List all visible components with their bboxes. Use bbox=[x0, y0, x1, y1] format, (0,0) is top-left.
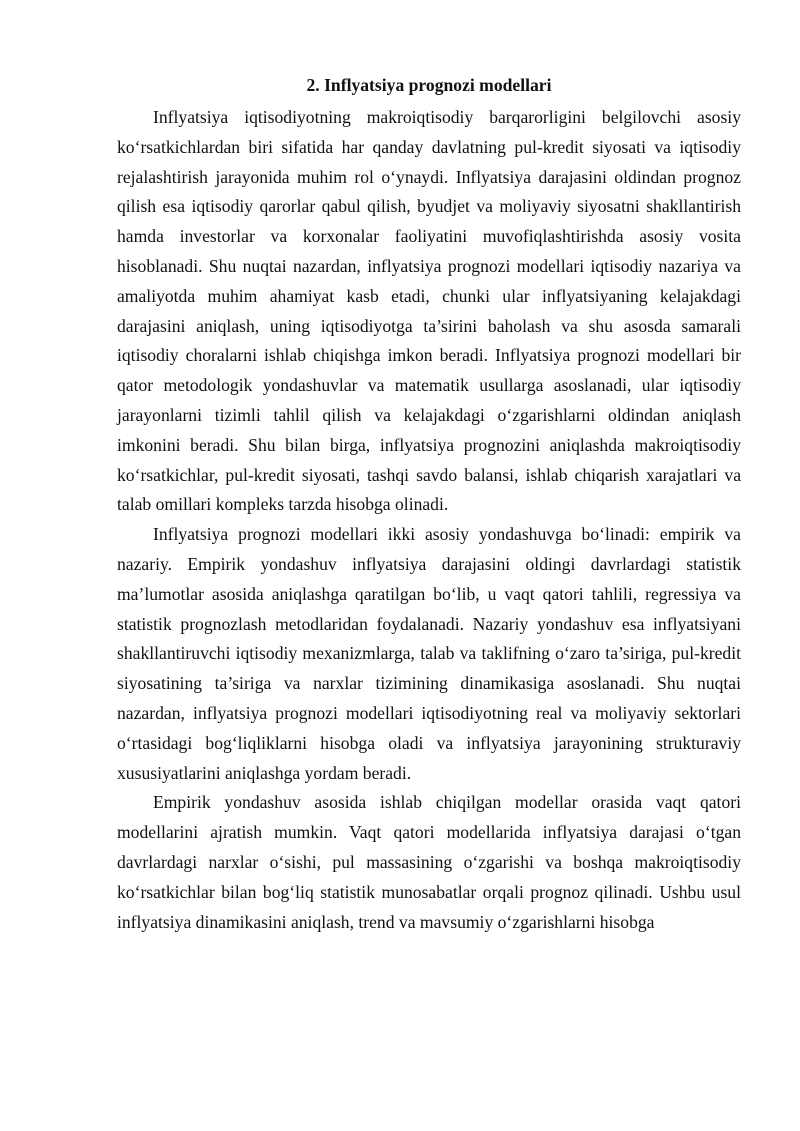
paragraph-2: Inflyatsiya prognozi modellari ikki asosiy yondashuvga bo‘linadi: empirik va nazariy. Empirik yondashuv inflyatsiya darajasini oldingi davrlardagi statistik ma’lumotlar asosida aniqlashga qaratilgan bo‘lib, u vaqt qatori tahlili, regressiya va statistik prognozlash metodlaridan foydalanadi. Nazariy yondashuv esa inflyatsiyani shakllantiruvchi iqtisodiy mexanizmlarga, talab va taklifning o‘zaro ta’siriga, pul-kredit siyosatining ta’siriga va narxlar tizimining dinamikasiga asoslanadi. Shu nuqtai nazardan, inflyatsiya prognozi modellari iqtisodiyotning real va moliyaviy sektorlari o‘rtasidagi bog‘liqliklarni hisobga oladi va inflyatsiya jarayonining strukturaviy xususiyatlarini aniqlashga yordam beradi. bbox=[117, 524, 741, 783]
document-body bbox=[117, 70, 741, 937]
section-heading: 2. Inflyatsiya prognozi modellari bbox=[306, 75, 552, 95]
paragraph-1: Inflyatsiya iqtisodiyotning makroiqtisodiy barqarorligini belgilovchi asosiy ko‘rsatkichlardan biri sifatida har qanday davlatning pul-kredit siyosati va iqtisodiy rejalashtirish jarayonida muhim rol o‘ynaydi. Inflyatsiya darajasini oldindan prognoz qilish esa iqtisodiy qarorlar qabul qilish, byudjet va moliyaviy siyosatni shakllantirish hamda investorlar va korxonalar faoliyatini muvofiqlashtirishda asosiy vosita hisoblanadi. Shu nuqtai nazardan, inflyatsiya prognozi modellari iqtisodiy nazariya va amaliyotda muhim ahamiyat kasb etadi, chunki ular inflyatsiyaning kelajakdagi darajasini aniqlash, uning iqtisodiyotga ta’sirini baholash va shu asosda samarali iqtisodiy choralarni ishlab chiqishga imkon beradi. Inflyatsiya prognozi modellari bir qator metodologik yondashuvlar va matematik usullarga asoslanadi, ular iqtisodiy jarayonlarni tizimli tahlil qilish va kelajakdagi o‘zgarishlarni oldindan aniqlash imkonini beradi. Shu bilan birga, inflyatsiya prognozini aniqlashda makroiqtisodiy ko‘rsatkichlar, pul-kredit siyosati, tashqi savdo balansi, ishlab chiqarish xarajatlari va talab omillari kompleks tarzda hisobga olinadi. bbox=[117, 107, 741, 515]
paragraph-3: Empirik yondashuv asosida ishlab chiqilgan modellar orasida vaqt qatori modellarini ajratish mumkin. Vaqt qatori modellarida inflyatsiya darajasi o‘tgan davrlardagi narxlar o‘sishi, pul massasining o‘zgarishi va boshqa makroiqtisodiy ko‘rsatkichlar bilan bog‘liq statistik munosabatlar orqali prognoz qilinadi. Ushbu usul inflyatsiya dinamikasini aniqlash, trend va mavsumiy o‘zgarishlarni hisobga bbox=[117, 792, 741, 932]
